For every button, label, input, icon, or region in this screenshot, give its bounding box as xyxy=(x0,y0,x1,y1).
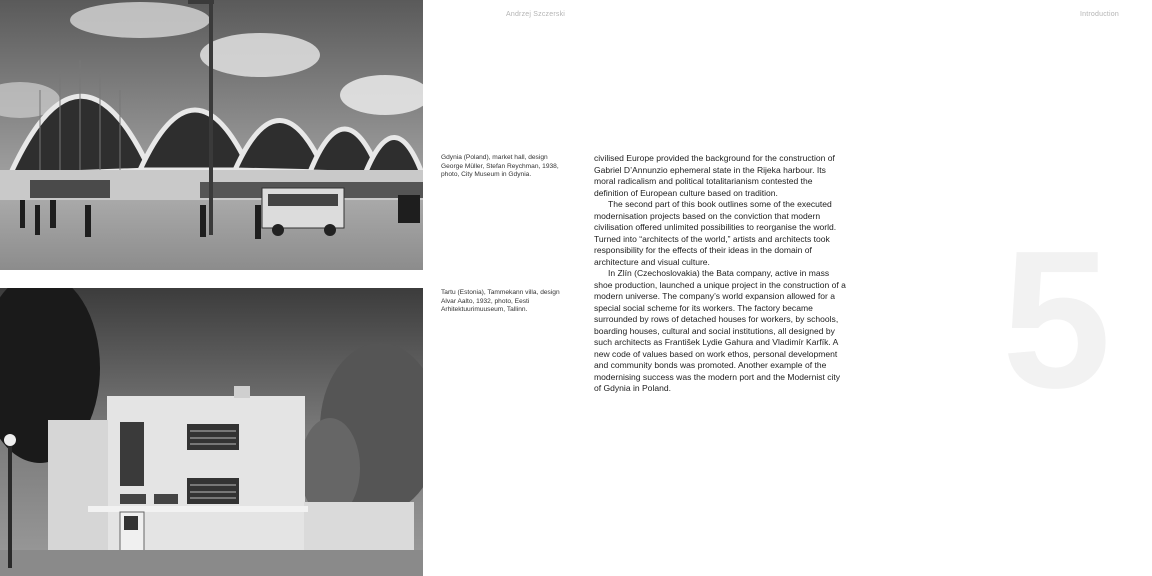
tammekann-villa-photo xyxy=(0,288,423,576)
market-hall-photo xyxy=(0,0,423,270)
running-head-author: Andrzej Szczerski xyxy=(506,11,566,18)
body-text xyxy=(594,153,846,395)
body-paragraph-1: civilised Europe provided the background for the construction of Gabriel D’Annunzio ephemeral state in the Rijeka harbour. Its moral radicalism and political totalitarianism contested the definition of European culture based on tradition. xyxy=(594,153,835,198)
market-hall-caption: Gdynia (Poland), market hall, design George Müller, Stefan Reychman, 1938, photo, City Museum in Gdynia. xyxy=(441,154,559,179)
body-paragraph-2: The second part of this book outlines some of the executed modernisation projects based on the conviction that modern civilisation offered unlimited possibilities to reorganise the world. Turned into “architects of the world,” artists and architects took responsibility for the effects of their ideas in the domain of architecture and visual culture. xyxy=(594,199,837,267)
villa-caption: Tartu (Estonia), Tammekann villa, design Alvar Aalto, 1932, photo, Eesti Arhitektuurimuuseum, Tallinn. xyxy=(441,289,560,314)
running-head-section: Introduction xyxy=(1080,11,1119,18)
page-number: 5 xyxy=(1002,210,1112,429)
body-paragraph-3: In Zlín (Czechoslovakia) the Bata company, active in mass shoe production, launched a unique project in the construction of a modern universe. The company’s world expansion allowed for a special social scheme for its workers. The factory became surrounded by rows of detached houses for workers, by schools, boarding houses, cultural and social institutions, all designed by such architects as František Lydie Gahura and Vladimír Karfík. A new code of values based on work ethos, personal development and community bonds was promoted. Another example of the modernising success was the modern port and the Modernist city of Gdynia in Poland. xyxy=(594,268,846,393)
